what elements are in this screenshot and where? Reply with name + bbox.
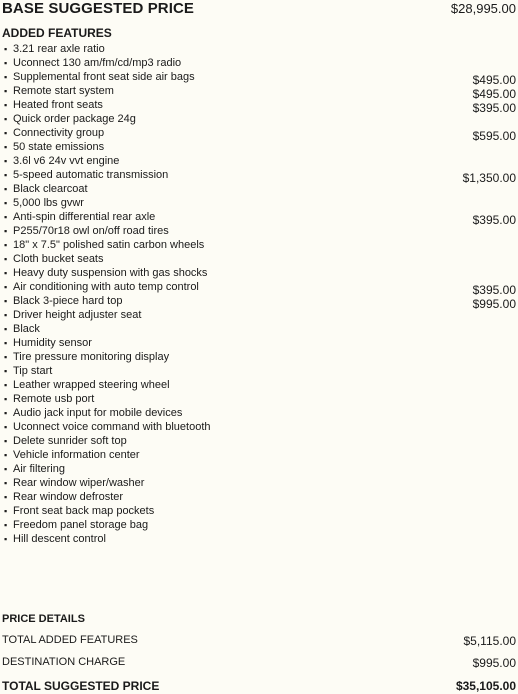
feature-name: Humidity sensor	[13, 337, 92, 349]
base-price-row	[2, 0, 516, 18]
added-features-title: ADDED FEATURES	[2, 26, 112, 40]
feature-name: Remote start system	[13, 85, 114, 97]
total-suggested-price-label: TOTAL SUGGESTED PRICE	[2, 679, 160, 693]
bullet-icon: ▪	[4, 268, 8, 278]
feature-name: Audio jack input for mobile devices	[13, 407, 183, 419]
base-price-label: BASE SUGGESTED PRICE	[2, 0, 195, 17]
feature-name: Black clearcoat	[13, 183, 88, 195]
feature-name: Anti-spin differential rear axle	[13, 211, 156, 223]
feature-name: P255/70r18 owl on/off road tires	[13, 225, 169, 237]
feature-name: Black	[13, 323, 40, 335]
feature-item	[4, 420, 516, 434]
feature-name: Front seat back map pockets	[13, 505, 155, 517]
feature-item	[4, 476, 516, 490]
feature-name: 50 state emissions	[13, 141, 105, 153]
feature-item	[4, 336, 516, 350]
feature-name: 5-speed automatic transmission	[13, 169, 169, 181]
feature-price: $495.00	[472, 87, 516, 101]
feature-item	[4, 378, 516, 392]
feature-item	[4, 280, 516, 297]
feature-price: $395.00	[472, 101, 516, 115]
feature-item	[4, 238, 516, 252]
feature-name: Rear window wiper/washer	[13, 477, 145, 489]
feature-item	[4, 84, 516, 101]
feature-name: Freedom panel storage bag	[13, 519, 149, 531]
bullet-icon: ▪	[4, 114, 8, 124]
feature-name: Vehicle information center	[13, 449, 140, 461]
feature-price: $395.00	[472, 213, 516, 227]
feature-name: Delete sunrider soft top	[13, 435, 127, 447]
total-suggested-price-value: $35,105.00	[455, 679, 516, 693]
feature-item	[4, 322, 516, 336]
bullet-icon: ▪	[4, 394, 8, 404]
feature-name: 5,000 lbs gvwr	[13, 197, 84, 209]
destination-charge-row	[2, 656, 516, 670]
total-added-features-value: $5,115.00	[463, 634, 516, 648]
feature-name: Air filtering	[13, 463, 65, 475]
total-suggested-price-row	[2, 679, 516, 693]
destination-charge-label: DESTINATION CHARGE	[2, 656, 126, 668]
feature-item	[4, 406, 516, 420]
bullet-icon: ▪	[4, 128, 8, 138]
feature-item	[4, 308, 516, 322]
feature-item	[4, 490, 516, 504]
feature-name: Rear window defroster	[13, 491, 124, 503]
bullet-icon: ▪	[4, 436, 8, 446]
bullet-icon: ▪	[4, 240, 8, 250]
bullet-icon: ▪	[4, 324, 8, 334]
feature-item	[4, 182, 516, 196]
feature-item	[4, 252, 516, 266]
feature-name: Tip start	[13, 365, 53, 377]
feature-price: $395.00	[472, 283, 516, 297]
bullet-icon: ▪	[4, 296, 8, 306]
feature-price: $595.00	[472, 129, 516, 143]
bullet-icon: ▪	[4, 198, 8, 208]
feature-item	[4, 392, 516, 406]
feature-name: Connectivity group	[13, 127, 105, 139]
feature-item	[4, 518, 516, 532]
feature-item	[4, 434, 516, 448]
feature-name: 3.6l v6 24v vvt engine	[13, 155, 120, 167]
feature-item	[4, 210, 516, 227]
feature-item	[4, 56, 516, 70]
bullet-icon: ▪	[4, 44, 8, 54]
bullet-icon: ▪	[4, 310, 8, 320]
feature-name: Uconnect voice command with bluetooth	[13, 421, 211, 433]
bullet-icon: ▪	[4, 282, 8, 292]
feature-item	[4, 112, 516, 126]
feature-name: Tire pressure monitoring display	[13, 351, 170, 363]
feature-item	[4, 504, 516, 518]
feature-price: $995.00	[472, 297, 516, 311]
bullet-icon: ▪	[4, 506, 8, 516]
feature-item	[4, 294, 516, 311]
feature-item	[4, 98, 516, 115]
bullet-icon: ▪	[4, 142, 8, 152]
feature-item	[4, 350, 516, 364]
feature-item	[4, 42, 516, 56]
bullet-icon: ▪	[4, 212, 8, 222]
feature-item	[4, 70, 516, 87]
feature-item	[4, 140, 516, 154]
feature-price: $495.00	[472, 73, 516, 87]
bullet-icon: ▪	[4, 366, 8, 376]
feature-price: $1,350.00	[462, 171, 516, 185]
feature-name: 3.21 rear axle ratio	[13, 43, 105, 55]
feature-name: 18" x 7.5" polished satin carbon wheels	[13, 239, 205, 251]
bullet-icon: ▪	[4, 464, 8, 474]
feature-name: Leather wrapped steering wheel	[13, 379, 170, 391]
feature-name: Supplemental front seat side air bags	[13, 71, 195, 83]
feature-item	[4, 196, 516, 210]
bullet-icon: ▪	[4, 72, 8, 82]
feature-item	[4, 266, 516, 280]
bullet-icon: ▪	[4, 100, 8, 110]
bullet-icon: ▪	[4, 338, 8, 348]
bullet-icon: ▪	[4, 254, 8, 264]
feature-item	[4, 154, 516, 168]
bullet-icon: ▪	[4, 226, 8, 236]
bullet-icon: ▪	[4, 86, 8, 96]
feature-name: Black 3-piece hard top	[13, 295, 123, 307]
feature-name: Uconnect 130 am/fm/cd/mp3 radio	[13, 57, 182, 69]
feature-item	[4, 448, 516, 462]
bullet-icon: ▪	[4, 450, 8, 460]
bullet-icon: ▪	[4, 184, 8, 194]
total-added-features-row	[2, 634, 516, 648]
destination-charge-value: $995.00	[472, 656, 516, 670]
bullet-icon: ▪	[4, 422, 8, 432]
bullet-icon: ▪	[4, 352, 8, 362]
bullet-icon: ▪	[4, 478, 8, 488]
feature-name: Remote usb port	[13, 393, 95, 405]
feature-item	[4, 224, 516, 238]
feature-name: Cloth bucket seats	[13, 253, 104, 265]
feature-name: Air conditioning with auto temp control	[13, 281, 199, 293]
feature-item	[4, 126, 516, 143]
bullet-icon: ▪	[4, 156, 8, 166]
feature-name: Driver height adjuster seat	[13, 309, 142, 321]
bullet-icon: ▪	[4, 380, 8, 390]
bullet-icon: ▪	[4, 534, 8, 544]
price-details-title: PRICE DETAILS	[2, 613, 85, 625]
feature-item	[4, 364, 516, 378]
feature-name: Hill descent control	[13, 533, 106, 545]
bullet-icon: ▪	[4, 492, 8, 502]
total-added-features-label: TOTAL ADDED FEATURES	[2, 634, 138, 646]
bullet-icon: ▪	[4, 408, 8, 418]
base-price-value: $28,995.00	[450, 1, 516, 16]
feature-item	[4, 532, 516, 546]
bullet-icon: ▪	[4, 58, 8, 68]
bullet-icon: ▪	[4, 520, 8, 530]
feature-item	[4, 462, 516, 476]
feature-name: Heated front seats	[13, 99, 103, 111]
bullet-icon: ▪	[4, 170, 8, 180]
feature-item	[4, 168, 516, 185]
feature-name: Heavy duty suspension with gas shocks	[13, 267, 208, 279]
feature-name: Quick order package 24g	[13, 113, 136, 125]
